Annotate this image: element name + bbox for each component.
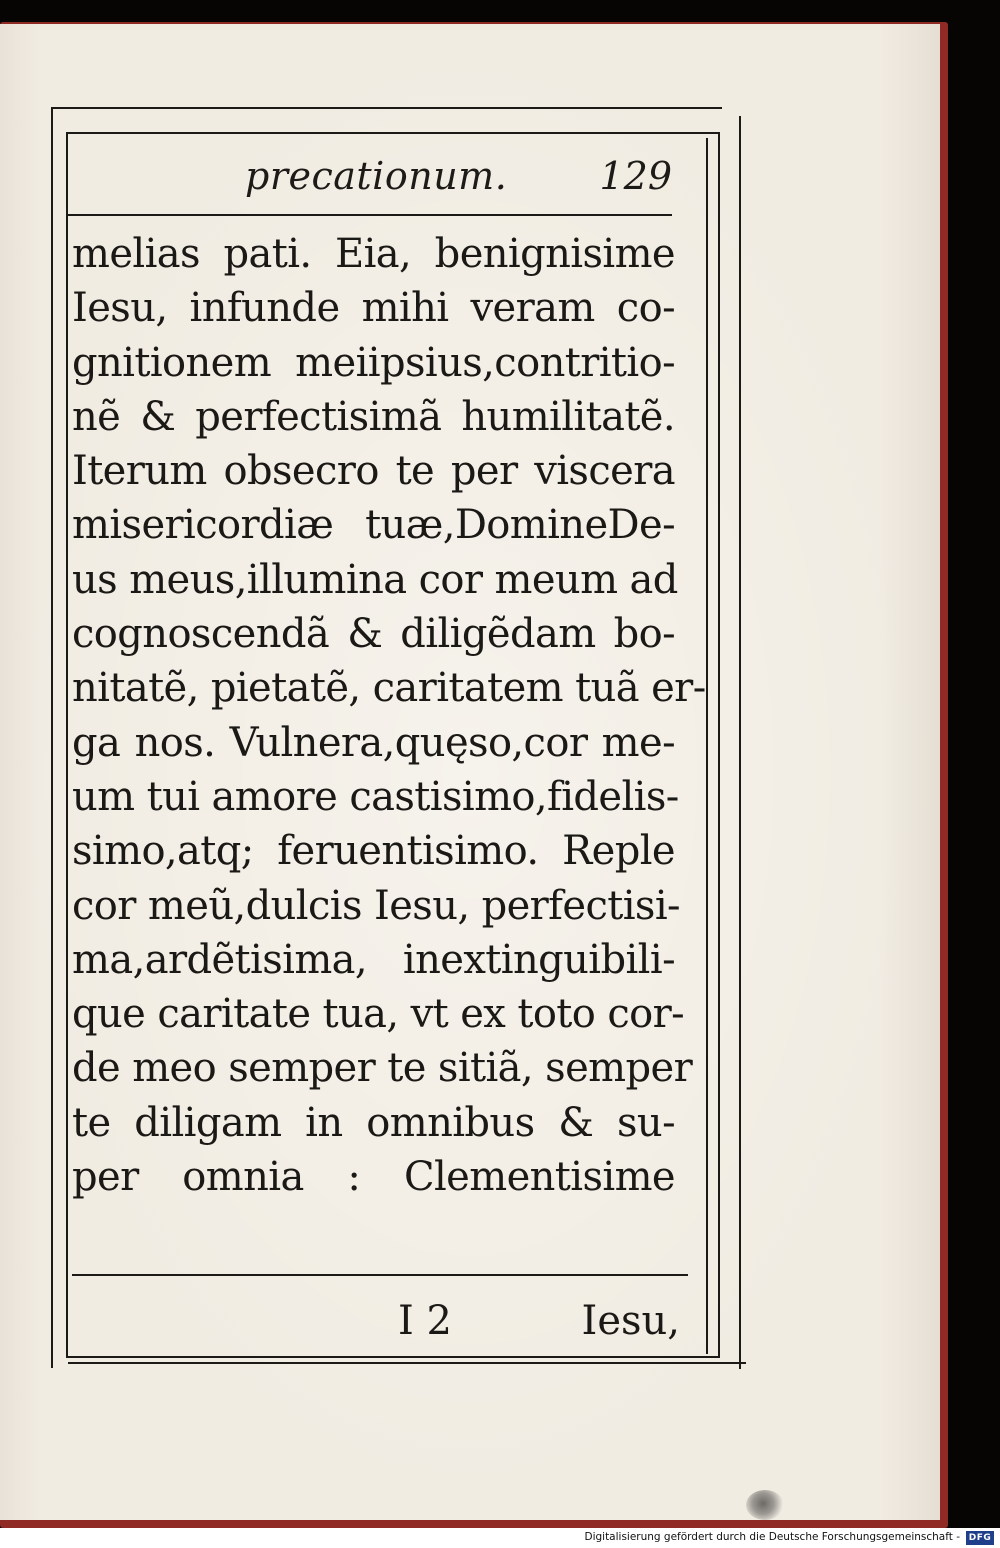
text-line: que caritate tua, vt ex toto cor- bbox=[72, 991, 685, 1038]
text-line: us meus,illumina cor meum ad bbox=[72, 556, 678, 603]
footer-rule bbox=[72, 1274, 688, 1276]
text-line: nitatẽ, pietatẽ, caritatem tuã er- bbox=[72, 665, 706, 712]
text-line: ga nos. Vulnera,quęso,cor me- bbox=[72, 719, 675, 766]
text-block bbox=[72, 227, 706, 1267]
page-footer bbox=[380, 1294, 680, 1354]
header-rule bbox=[68, 214, 672, 216]
catchword: Iesu, bbox=[581, 1298, 680, 1344]
page-frame-outer-bottom bbox=[68, 1362, 746, 1364]
dfg-logo-icon: DFG bbox=[966, 1531, 994, 1545]
running-head: precationum. bbox=[245, 154, 508, 198]
page-frame-inner-right bbox=[706, 138, 708, 1354]
text-line: cor meũ,dulcis Iesu, perfectisi- bbox=[72, 882, 680, 929]
funding-credit: Digitalisierung gefördert durch die Deutsche Forschungsgemeinschaft - bbox=[584, 1531, 960, 1543]
text-line: per omnia : Clementisime bbox=[72, 1154, 675, 1201]
text-line: um tui amore castisimo,fidelis- bbox=[72, 773, 679, 820]
paper-stain bbox=[746, 1490, 784, 1520]
page-header bbox=[80, 142, 680, 206]
text-line: melias pati. Eia, benignisime bbox=[72, 231, 675, 277]
page-frame-outer-right bbox=[739, 116, 747, 1369]
text-line: simo,atq; feruentisimo. Reple bbox=[72, 828, 675, 875]
page-number: 129 bbox=[599, 154, 672, 198]
text-line: Iesu, infunde mihi veram co- bbox=[72, 285, 675, 332]
text-line: ma,ardẽtisima, inextinguibili- bbox=[72, 936, 675, 983]
text-line: de meo semper te sitiã, semper bbox=[72, 1045, 693, 1092]
text-line: cognoscendã & diligẽdam bo- bbox=[72, 611, 675, 658]
text-line: nẽ & perfectisimã humilitatẽ. bbox=[72, 393, 675, 440]
signature-mark: I 2 bbox=[398, 1298, 452, 1344]
text-line: gnitionem meiipsius,contritio- bbox=[72, 339, 675, 386]
book-page bbox=[0, 24, 940, 1520]
text-line: misericordiæ tuæ,DomineDe- bbox=[72, 502, 675, 549]
text-line: Iterum obsecro te per viscera bbox=[72, 448, 675, 495]
text-line: te diligam in omnibus & su- bbox=[72, 1099, 675, 1146]
